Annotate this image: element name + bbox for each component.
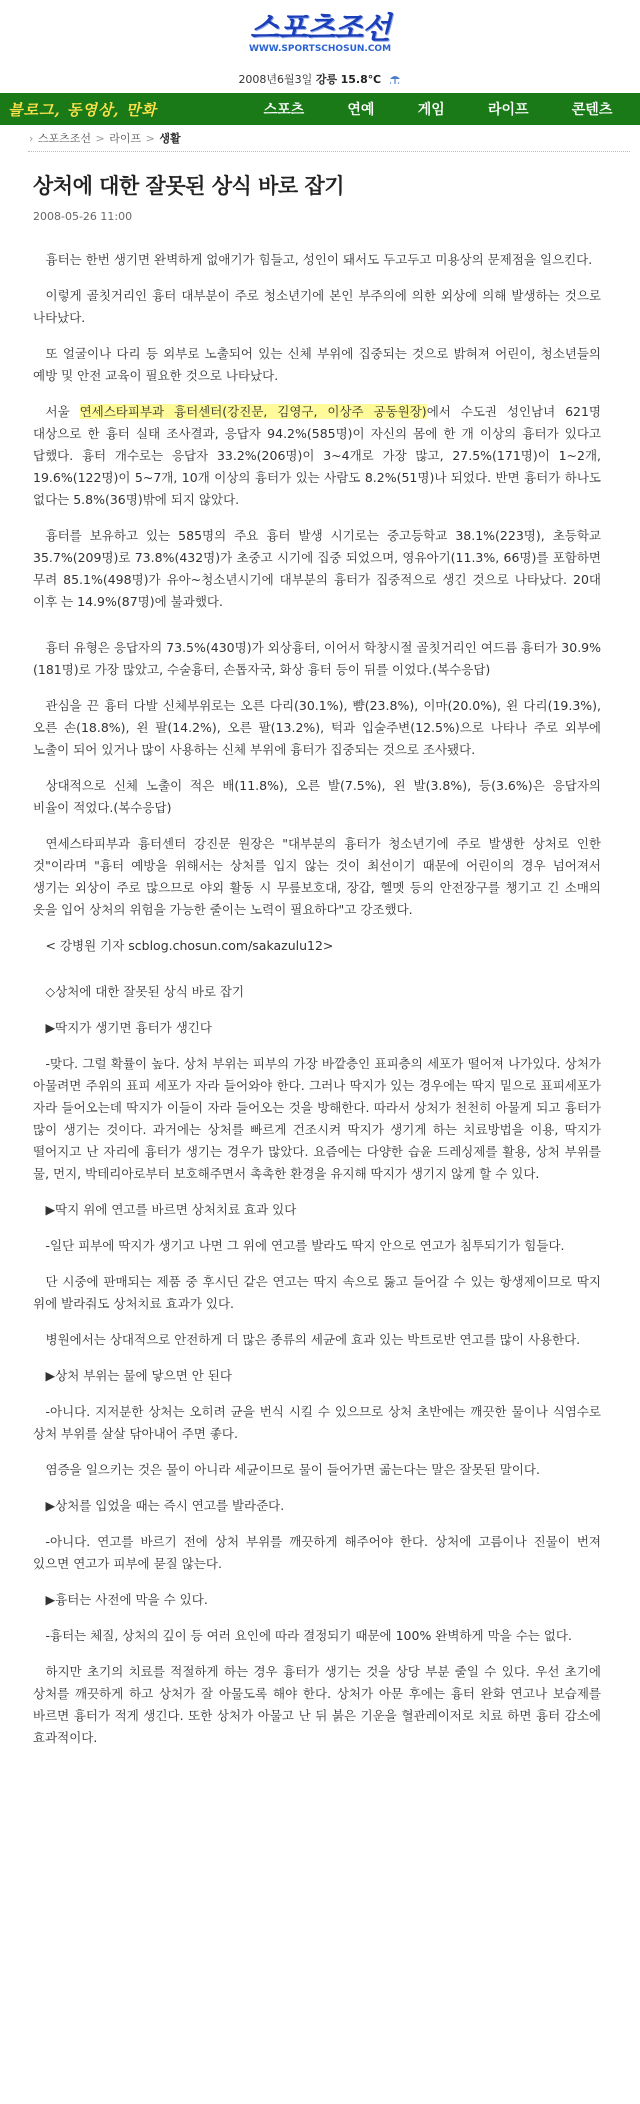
reporter-credit: < 강병원 기자 scblog.chosun.com/sakazulu12>: [45, 938, 334, 953]
breadcrumb-separator-icon: >: [145, 132, 155, 145]
weather-city: 강릉: [315, 73, 338, 86]
article-paragraph: 흉터를 보유하고 있는 585명의 주요 흉터 발생 시기로는 중고등학교 38.1%(223명), 초등학교 35.7%(209명)로 73.8%(432명)가 초중고 시기에 집중 되었으며, 영유아기(11.3%, 66명)를 포함하면 무려 85.1%(498명)가 유아~청소년시기에 대부분의 흉터가 집중적으로 생긴 것으로 나타났다. 20대 이후 는 14.9%(87명)에 불과했다.: [33, 528, 601, 609]
nav-item-sports[interactable]: 스포츠: [263, 102, 305, 118]
section-title: ◇상처에 대한 잘못된 상식 바로 잡기: [45, 984, 245, 999]
article-paragraph: 흉터는 한번 생기면 완벽하게 없애기가 힘들고, 성인이 돼서도 두고두고 미용상의 문제점을 일으킨다.: [45, 252, 593, 267]
article-paragraph: 또 얼굴이나 다리 등 외부로 노출되어 있는 신체 부위에 집중되는 것으로 밝혀져 어린이, 청소년들의 예방 및 안전 교육이 필요한 것으로 나타났다.: [33, 346, 601, 383]
answer-paragraph: 염증을 일으키는 것은 물이 아니라 세균이므로 물이 들어가면 곪는다는 말은 잘못된 말이다.: [45, 1462, 540, 1477]
answer-paragraph: -일단 피부에 딱지가 생기고 나면 그 위에 연고를 발라도 딱지 안으로 연고가 침투되기가 힘들다.: [45, 1238, 565, 1253]
breadcrumb-home[interactable]: 스포츠조선: [37, 132, 92, 145]
article-paragraph: 상대적으로 신체 노출이 적은 배(11.8%), 오른 발(7.5%), 왼 발(3.8%), 등(3.6%)은 응답자의 비율이 적었다.(복수응답): [33, 778, 601, 815]
nav-item-contents[interactable]: 콘텐츠: [571, 102, 613, 118]
answer-paragraph: 단 시중에 판매되는 제품 중 후시딘 같은 연고는 딱지 속으로 뚫고 들어갈 수 있는 항생제이므로 딱지 위에 발라줘도 상처치료 효과가 있다.: [33, 1274, 601, 1311]
answer-paragraph: 하지만 초기의 치료를 적절하게 하는 경우 흉터가 생기는 것을 상당 부분 줄일 수 있다. 우선 초기에 상처를 깨끗하게 하고 상처가 잘 아물도록 해야 한다. 상처가 아문 후에는 흉터 완화 연고나 보습제를 바르면 흉터가 적게 생긴다. 또한 상처가 아물고 난 뒤 붉은 기운을 혈관레이저로 치료 하면 흉터 감소에 효과적이다.: [33, 1664, 601, 1745]
nav-item-game[interactable]: 게임: [417, 102, 445, 118]
nav-menu: [242, 99, 640, 119]
article-date: 2008-05-26 11:00: [33, 210, 133, 223]
article-paragraph: [33, 401, 601, 511]
breadcrumb-current: 생활: [159, 132, 181, 145]
date-weather: [0, 71, 640, 87]
breadcrumb-arrow-icon: ›: [29, 132, 34, 145]
article-header: [33, 170, 640, 223]
answer-paragraph: -아니다. 연고를 바르기 전에 상처 부위를 깨끗하게 해주어야 한다. 상처에 고름이나 진물이 번져 있으면 연고가 피부에 묻질 않는다.: [33, 1534, 601, 1571]
answer-paragraph: -아니다. 지저분한 상처는 오히려 균을 번식 시킬 수 있으므로 상처 초반에는 깨끗한 물이나 식염수로 상처 부위를 살살 닦아내어 주면 좋다.: [33, 1404, 601, 1441]
question-heading: ▶흉터는 사전에 막을 수 있다.: [45, 1592, 208, 1607]
site-header: [0, 0, 640, 93]
answer-paragraph: -흉터는 체질, 상처의 깊이 등 여러 요인에 따라 결정되기 때문에 100% 완벽하게 막을 수는 없다.: [45, 1628, 572, 1643]
nav-blog-link[interactable]: 블로그, 동영상, 만화: [8, 100, 157, 119]
breadcrumb: [28, 125, 630, 152]
weather-icon: [388, 73, 402, 85]
paragraph-text: 에서 수도권 성인남녀 621명 대상으로 한 흉터 실태 조사결과, 응답자 94.2%(585명)이 자신의 몸에 한 개 이상의 흉터가 있다고 답했다. 흉터 개수로는 응답자 33.2%(206명)이 3~4개로 가장 많고, 27.5%(171명)이 1~2개, 19.6%(122명)이 5~7개, 10개 이상의 흉터가 있는 사람도 8.2%(51명)나 되었다. 반면 흉터가 하나도 없다는 5.8%(36명)밖에 되지 않았다.: [33, 404, 602, 507]
answer-paragraph: 병원에서는 상대적으로 안전하게 더 많은 종류의 세균에 효과 있는 박트로반 연고를 많이 사용한다.: [45, 1332, 581, 1347]
article-paragraph: 흉터 유형은 응답자의 73.5%(430명)가 외상흉터, 이어서 학창시절 골칫거리인 여드름 흉터가 30.9%(181명)로 가장 많았고, 수술흉터, 손톱자국, 화상 흉터 등이 뒤를 이었다.(복수응답): [33, 640, 601, 677]
paragraph-text: 서울: [45, 404, 80, 419]
nav-item-entertainment[interactable]: 연예: [347, 102, 375, 118]
article-body: [33, 249, 601, 1749]
question-heading: ▶상처 부위는 물에 닿으면 안 된다: [45, 1368, 232, 1383]
weather-temperature: 15.8℃: [340, 73, 382, 86]
main-nav: [0, 93, 640, 125]
article-paragraph: 이렇게 골칫거리인 흉터 대부분이 주로 청소년기에 본인 부주의에 의한 외상에 의해 발생하는 것으로 나타났다.: [33, 288, 601, 325]
nav-item-life[interactable]: 라이프: [487, 102, 529, 118]
breadcrumb-section[interactable]: 라이프: [109, 132, 142, 145]
current-date: 2008년6월3일: [238, 73, 313, 86]
highlighted-clinic-link[interactable]: 연세스타피부과 흉터센터(강진문, 김영구, 이상주 공동원장): [79, 404, 427, 419]
breadcrumb-separator-icon: >: [95, 132, 105, 145]
article-title: 상처에 대한 잘못된 상식 바로 잡기: [33, 174, 345, 198]
question-heading: ▶상처를 입었을 때는 즉시 연고를 발라준다.: [45, 1498, 285, 1513]
answer-paragraph: -맞다. 그럴 확률이 높다. 상처 부위는 피부의 가장 바깥층인 표피층의 세포가 떨어져 나가있다. 상처가 아물려면 주위의 표피 세포가 자라 들어와야 한다. 그러나 딱지가 있는 경우에는 딱지 밑으로 표피세포가 자라 들어오는데 딱지가 이들이 자라 들어오는 것을 방해한다. 따라서 상처가 천천히 아물게 되고 흉터가 많이 생기는 것이다. 과거에는 상처를 빠르게 건조시켜 딱지가 생기게 하는 치료방법을 이용, 딱지가 떨어지고 난 자리에 흉터가 생기는 경우가 많았다. 요즘에는 다양한 습윤 드레싱제를 활용, 상처 부위를 물, 먼지, 박테리아로부터 보호해주면서 촉촉한 환경을 유지해 딱지가 생기지 않게 할 수 있다.: [33, 1056, 601, 1181]
site-logo[interactable]: [0, 11, 640, 54]
article-paragraph: 관심을 끈 흉터 다발 신체부위로는 오른 다리(30.1%), 뺨(23.8%), 이마(20.0%), 왼 다리(19.3%), 오른 손(18.8%), 왼 팔(14.2%), 오른 팔(13.2%), 턱과 입술주변(12.5%)으로 나타나 주로 외부에 노출이 되어 있거나 많이 사용하는 신체 부위에 흉터가 집중되는 것으로 조사됐다.: [33, 698, 601, 757]
question-heading: ▶딱지 위에 연고를 바르면 상처치료 효과 있다: [45, 1202, 297, 1217]
question-heading: ▶딱지가 생기면 흉터가 생긴다: [45, 1020, 212, 1035]
logo-text: 스포츠조선: [250, 11, 390, 46]
article-paragraph: 연세스타피부과 흉터센터 강진문 원장은 "대부분의 흉터가 청소년기에 주로 발생한 상처로 인한 것"이라며 "흉터 예방을 위해서는 상처를 입지 않는 것이 최선이기 때문에 어린이의 경우 넘어져서 생기는 외상이 주로 많으므로 야외 활동 시 무릎보호대, 장갑, 헬멧 등의 안전장구를 챙기고 긴 소매의 옷을 입어 상처의 위험을 가능한 줄이는 노력이 필요하다"고 강조했다.: [33, 836, 601, 917]
logo-url: WWW.SPORTSCHOSUN.COM: [248, 44, 392, 54]
